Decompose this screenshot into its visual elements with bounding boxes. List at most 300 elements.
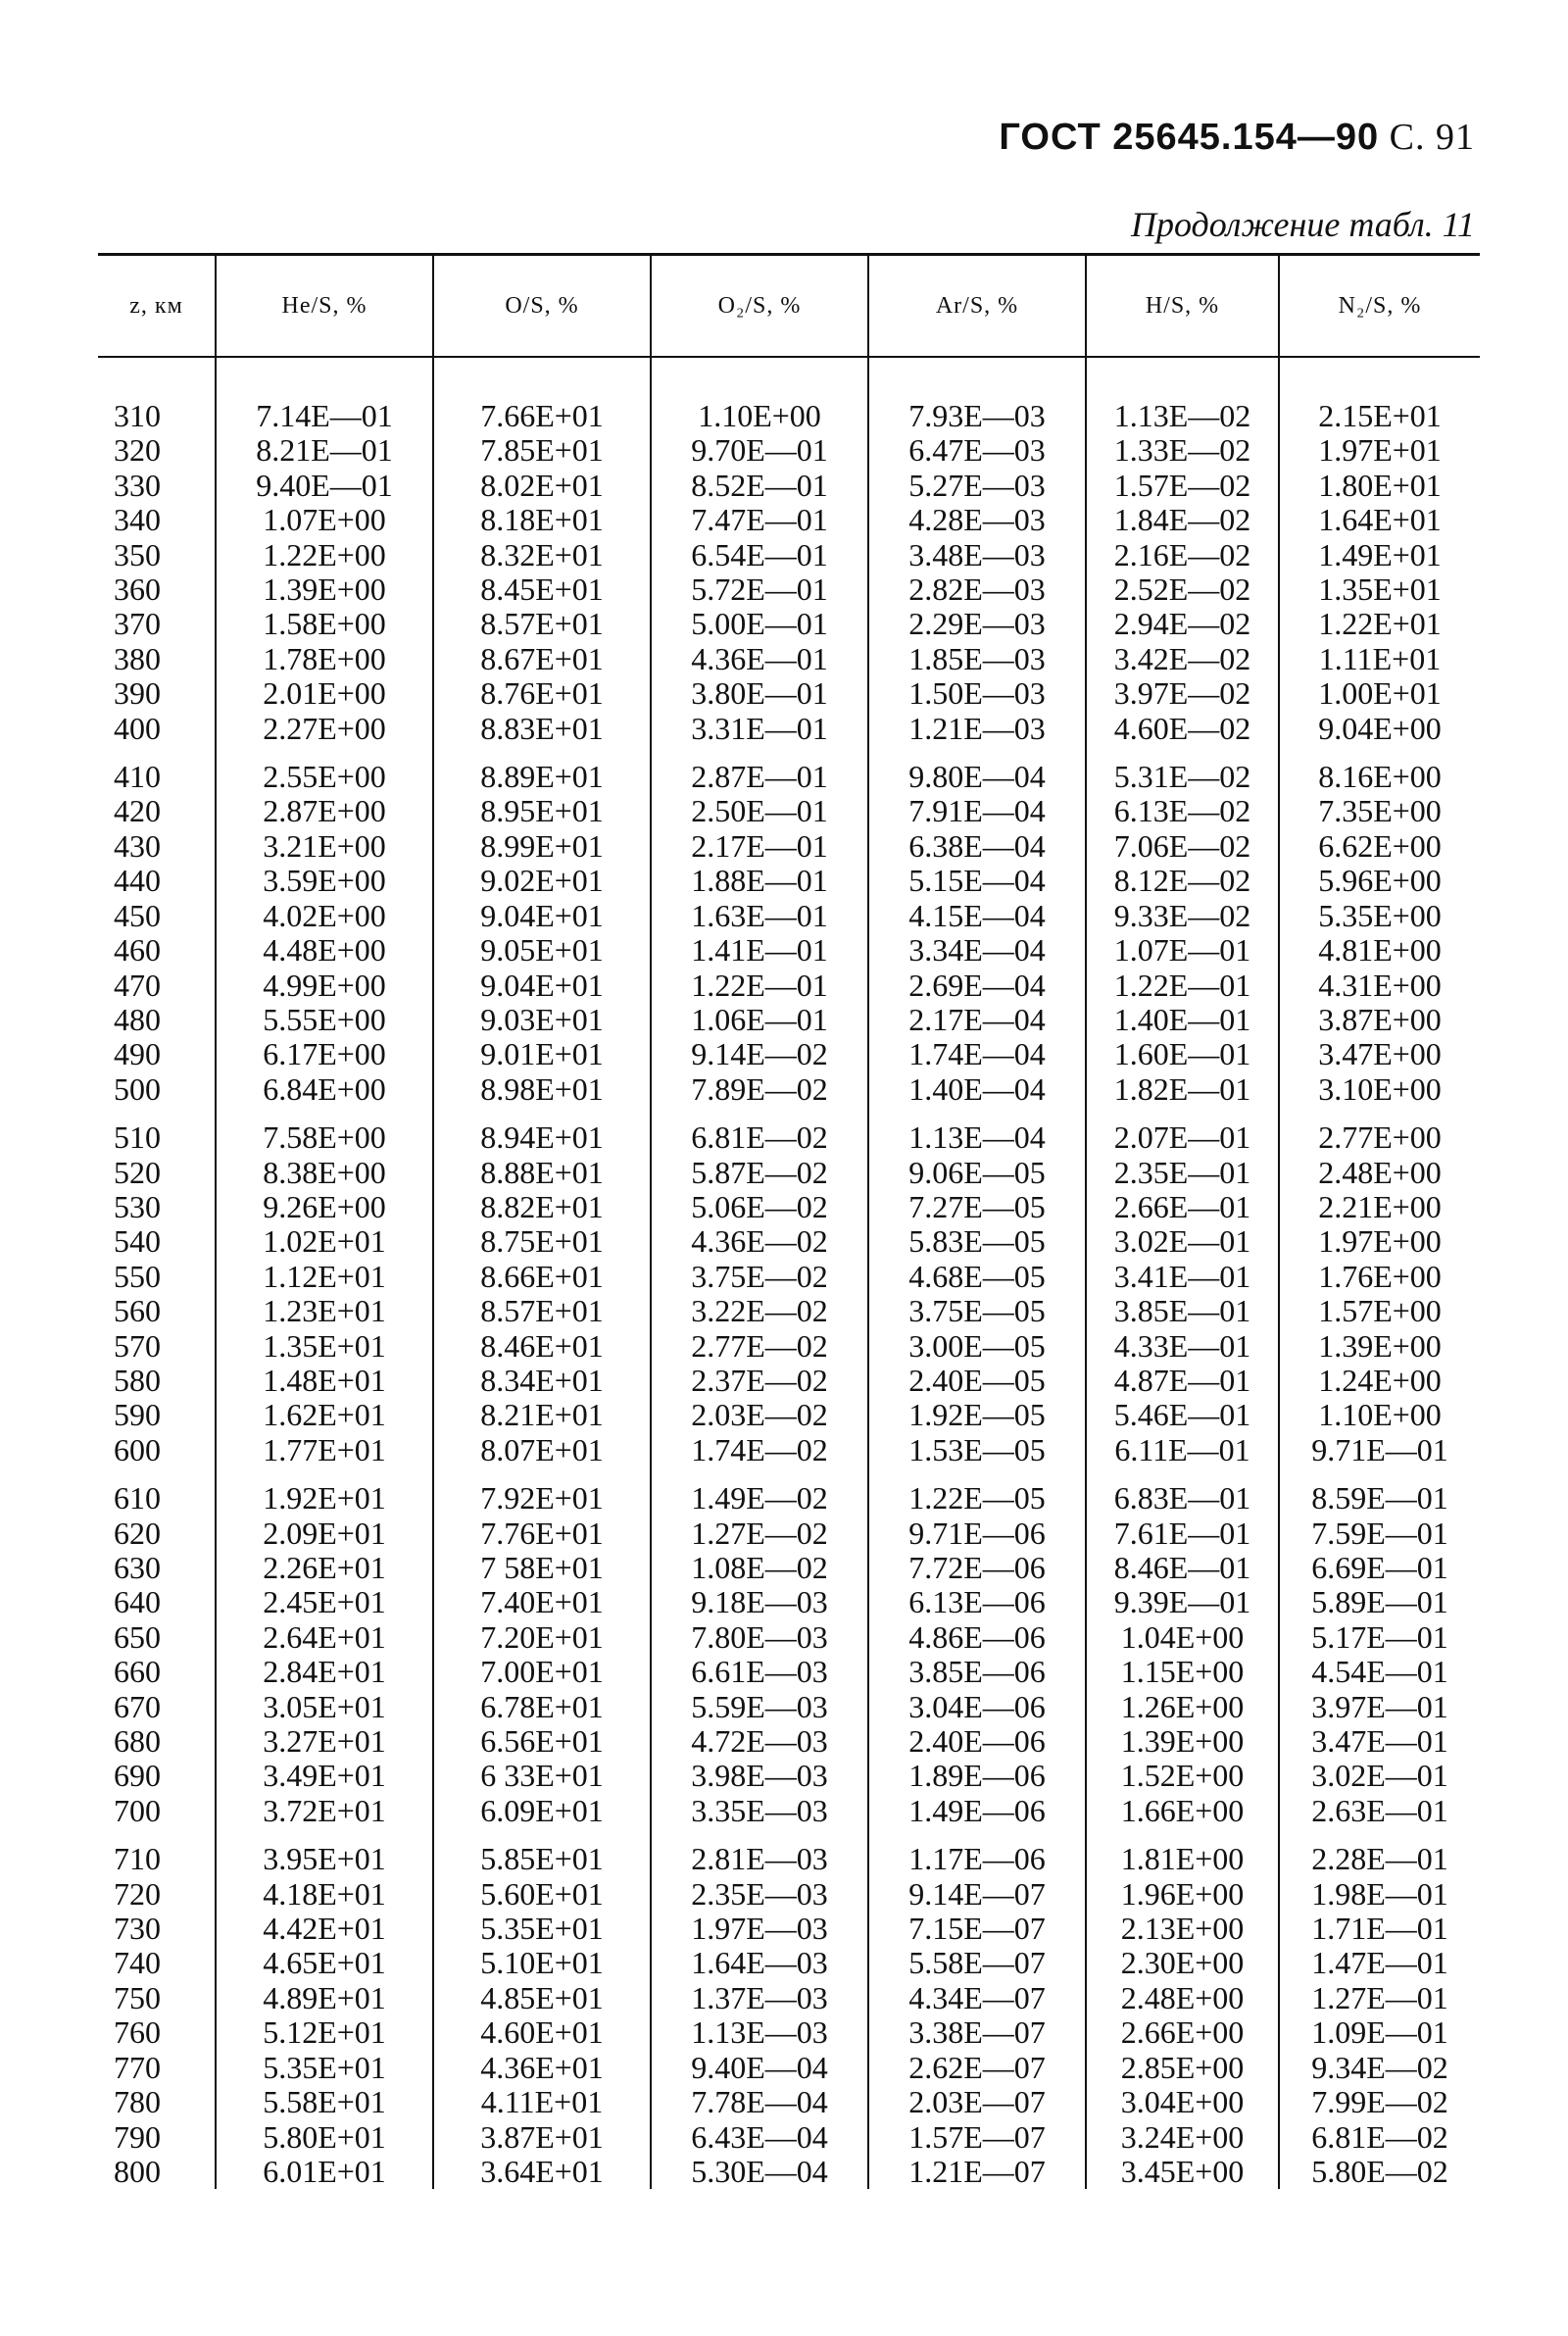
o2-cell: 9.14E—02 xyxy=(651,1037,868,1071)
spacer-cell xyxy=(1279,1107,1480,1120)
o2-cell: 7.89E—02 xyxy=(651,1072,868,1107)
n2-cell: 2.77E+00 xyxy=(1279,1120,1480,1155)
ar-cell: 2.40E—06 xyxy=(868,1724,1086,1759)
ar-cell: 6.13E—06 xyxy=(868,1585,1086,1619)
n2-cell: 9.34E—02 xyxy=(1279,2051,1480,2085)
he-cell: 3.05E+01 xyxy=(216,1690,433,1724)
h-cell: 1.04E+00 xyxy=(1086,1620,1279,1655)
group-separator xyxy=(98,1828,1480,1842)
table-row xyxy=(98,1190,1480,1224)
n2-cell: 1.57E+00 xyxy=(1279,1294,1480,1328)
ar-cell: 6.47E—03 xyxy=(868,433,1086,468)
table-row xyxy=(98,469,1480,503)
he-cell: 7.58E+00 xyxy=(216,1120,433,1155)
n2-cell: 3.02E—01 xyxy=(1279,1759,1480,1793)
table-row xyxy=(98,1585,1480,1619)
h-cell: 3.41E—01 xyxy=(1086,1260,1279,1294)
n2-cell: 5.17E—01 xyxy=(1279,1620,1480,1655)
altitude-cell: 470 xyxy=(114,967,161,1003)
n2-cell: 1.22E+01 xyxy=(1279,607,1480,641)
altitude-cell: 460 xyxy=(114,932,161,969)
table-row xyxy=(98,1224,1480,1259)
table-row xyxy=(98,760,1480,794)
o-cell: 5.85E+01 xyxy=(433,1842,651,1876)
o-cell: 8.34E+01 xyxy=(433,1364,651,1398)
table-row xyxy=(98,642,1480,676)
ar-cell: 9.14E—07 xyxy=(868,1877,1086,1912)
altitude-cell: 370 xyxy=(114,606,161,642)
h-cell: 8.12E—02 xyxy=(1086,864,1279,898)
h-cell: 1.81E+00 xyxy=(1086,1842,1279,1876)
table-row xyxy=(98,433,1480,468)
o-cell: 8.75E+01 xyxy=(433,1224,651,1259)
h-cell: 6.13E—02 xyxy=(1086,794,1279,828)
n2-cell: 1.80E+01 xyxy=(1279,469,1480,503)
he-cell: 4.42E+01 xyxy=(216,1912,433,1946)
altitude-cell: 610 xyxy=(114,1480,161,1516)
ar-cell: 3.75E—05 xyxy=(868,1294,1086,1328)
o2-cell: 2.50E—01 xyxy=(651,794,868,828)
o2-cell: 7.80E—03 xyxy=(651,1620,868,1655)
o-cell: 8.02E+01 xyxy=(433,469,651,503)
n2-cell: 1.00E+01 xyxy=(1279,676,1480,711)
spacer-cell xyxy=(651,1107,868,1120)
table-row xyxy=(98,1260,1480,1294)
o-cell: 8.99E+01 xyxy=(433,829,651,864)
h-cell: 2.94E—02 xyxy=(1086,607,1279,641)
n2-cell: 9.04E+00 xyxy=(1279,712,1480,746)
o-cell: 6.09E+01 xyxy=(433,1794,651,1828)
spacer-cell xyxy=(98,1107,216,1120)
o2-cell: 9.18E—03 xyxy=(651,1585,868,1619)
spacer-cell xyxy=(868,1107,1086,1120)
o2-cell: 5.00E—01 xyxy=(651,607,868,641)
spacer-cell xyxy=(651,357,868,399)
n2-cell: 6.69E—01 xyxy=(1279,1551,1480,1585)
he-cell: 9.26E+00 xyxy=(216,1190,433,1224)
ar-cell: 7.27E—05 xyxy=(868,1190,1086,1224)
o2-cell: 5.87E—02 xyxy=(651,1156,868,1190)
o2-cell: 2.03E—02 xyxy=(651,1398,868,1432)
altitude-cell: 310 xyxy=(114,398,161,433)
altitude-cell: 600 xyxy=(114,1431,161,1467)
h-cell: 5.31E—02 xyxy=(1086,760,1279,794)
spacer-cell xyxy=(433,1467,651,1481)
n2-cell: 9.71E—01 xyxy=(1279,1433,1480,1467)
o2-cell: 5.30E—04 xyxy=(651,2155,868,2189)
altitude-cell: 360 xyxy=(114,572,161,608)
ar-cell: 2.62E—07 xyxy=(868,2051,1086,2085)
altitude-cell: 660 xyxy=(114,1654,161,1690)
n2-cell: 8.59E—01 xyxy=(1279,1481,1480,1516)
spacer-cell xyxy=(216,357,433,399)
ar-cell: 3.00E—05 xyxy=(868,1329,1086,1364)
h-cell: 4.60E—02 xyxy=(1086,712,1279,746)
n2-cell: 3.10E+00 xyxy=(1279,1072,1480,1107)
o-cell: 8.57E+01 xyxy=(433,607,651,641)
o2-cell: 1.63E—01 xyxy=(651,899,868,933)
table-row xyxy=(98,399,1480,433)
n2-cell: 1.76E+00 xyxy=(1279,1260,1480,1294)
spacer-cell xyxy=(868,357,1086,399)
ar-cell: 1.50E—03 xyxy=(868,676,1086,711)
h-cell: 6.11E—01 xyxy=(1086,1433,1279,1467)
ar-cell: 7.15E—07 xyxy=(868,1912,1086,1946)
o-cell: 3.87E+01 xyxy=(433,2120,651,2155)
h-cell: 2.85E+00 xyxy=(1086,2051,1279,2085)
spacer-cell xyxy=(868,1467,1086,1481)
o-cell: 5.10E+01 xyxy=(433,1946,651,1980)
o2-cell: 5.72E—01 xyxy=(651,572,868,607)
h-cell: 1.82E—01 xyxy=(1086,1072,1279,1107)
group-separator xyxy=(98,746,1480,760)
he-cell: 6.17E+00 xyxy=(216,1037,433,1071)
o-cell: 8.83E+01 xyxy=(433,712,651,746)
n2-cell: 1.98E—01 xyxy=(1279,1877,1480,1912)
table-row xyxy=(98,2015,1480,2050)
he-cell: 1.48E+01 xyxy=(216,1364,433,1398)
h-cell: 9.33E—02 xyxy=(1086,899,1279,933)
n2-cell: 1.27E—01 xyxy=(1279,1981,1480,2015)
h-cell: 2.16E—02 xyxy=(1086,538,1279,572)
o2-cell: 1.06E—01 xyxy=(651,1003,868,1037)
header-o2: O₂/S, % xyxy=(651,255,868,358)
o2-cell: 6.54E—01 xyxy=(651,538,868,572)
table-row xyxy=(98,1003,1480,1037)
ar-cell: 2.29E—03 xyxy=(868,607,1086,641)
he-cell: 2.01E+00 xyxy=(216,676,433,711)
table-spacer xyxy=(98,357,1480,399)
n2-cell: 1.47E—01 xyxy=(1279,1946,1480,1980)
n2-cell: 2.48E+00 xyxy=(1279,1156,1480,1190)
spacer-cell xyxy=(868,1828,1086,1842)
table-row xyxy=(98,1842,1480,1876)
n2-cell: 1.11E+01 xyxy=(1279,642,1480,676)
n2-cell: 5.35E+00 xyxy=(1279,899,1480,933)
h-cell: 3.42E—02 xyxy=(1086,642,1279,676)
table-row xyxy=(98,1912,1480,1946)
o2-cell: 4.72E—03 xyxy=(651,1724,868,1759)
ar-cell: 1.92E—05 xyxy=(868,1398,1086,1432)
n2-cell: 1.35E+01 xyxy=(1279,572,1480,607)
he-cell: 4.99E+00 xyxy=(216,969,433,1003)
o2-cell: 1.64E—03 xyxy=(651,1946,868,1980)
h-cell: 1.40E—01 xyxy=(1086,1003,1279,1037)
ar-cell: 7.93E—03 xyxy=(868,399,1086,433)
spacer-cell xyxy=(1279,1828,1480,1842)
ar-cell: 9.80E—04 xyxy=(868,760,1086,794)
h-cell: 3.02E—01 xyxy=(1086,1224,1279,1259)
o-cell: 9.03E+01 xyxy=(433,1003,651,1037)
altitude-cell: 540 xyxy=(114,1223,161,1260)
table-row xyxy=(98,1481,1480,1516)
data-table xyxy=(98,253,1480,2189)
header-n2: N₂/S, % xyxy=(1279,255,1480,358)
altitude-cell: 550 xyxy=(114,1258,161,1294)
o-cell: 8.07E+01 xyxy=(433,1433,651,1467)
he-cell: 1.35E+01 xyxy=(216,1329,433,1364)
o-cell: 6.56E+01 xyxy=(433,1724,651,1759)
ar-cell: 1.22E—05 xyxy=(868,1481,1086,1516)
he-cell: 5.55E+00 xyxy=(216,1003,433,1037)
header-h: H/S, % xyxy=(1086,255,1279,358)
o-cell: 8.88E+01 xyxy=(433,1156,651,1190)
table-row xyxy=(98,1294,1480,1328)
table-row xyxy=(98,1516,1480,1551)
table-row xyxy=(98,1690,1480,1724)
ar-cell: 3.04E—06 xyxy=(868,1690,1086,1724)
o2-cell: 1.08E—02 xyxy=(651,1551,868,1585)
spacer-cell xyxy=(1086,1107,1279,1120)
ar-cell: 7.91E—04 xyxy=(868,794,1086,828)
table-row xyxy=(98,1433,1480,1467)
table-row xyxy=(98,572,1480,607)
ar-cell: 1.21E—07 xyxy=(868,2155,1086,2189)
spacer-cell xyxy=(1279,1467,1480,1481)
h-cell: 2.35E—01 xyxy=(1086,1156,1279,1190)
n2-cell: 4.54E—01 xyxy=(1279,1655,1480,1689)
h-cell: 1.26E+00 xyxy=(1086,1690,1279,1724)
o-cell: 4.36E+01 xyxy=(433,2051,651,2085)
altitude-cell: 570 xyxy=(114,1327,161,1364)
altitude-cell: 520 xyxy=(114,1154,161,1190)
altitude-cell: 530 xyxy=(114,1188,161,1224)
n2-cell: 1.97E+00 xyxy=(1279,1224,1480,1259)
he-cell: 2.55E+00 xyxy=(216,760,433,794)
he-cell: 3.49E+01 xyxy=(216,1759,433,1793)
altitude-cell: 500 xyxy=(114,1070,161,1107)
o2-cell: 1.22E—01 xyxy=(651,969,868,1003)
o2-cell: 6.61E—03 xyxy=(651,1655,868,1689)
n2-cell: 1.64E+01 xyxy=(1279,503,1480,537)
h-cell: 1.60E—01 xyxy=(1086,1037,1279,1071)
ar-cell: 2.82E—03 xyxy=(868,572,1086,607)
altitude-cell: 480 xyxy=(114,1001,161,1037)
table-row xyxy=(98,1329,1480,1364)
o-cell: 9.04E+01 xyxy=(433,899,651,933)
o-cell: 8.32E+01 xyxy=(433,538,651,572)
ar-cell: 4.34E—07 xyxy=(868,1981,1086,2015)
he-cell: 2.87E+00 xyxy=(216,794,433,828)
ar-cell: 4.86E—06 xyxy=(868,1620,1086,1655)
n2-cell: 7.35E+00 xyxy=(1279,794,1480,828)
n2-cell: 1.39E+00 xyxy=(1279,1329,1480,1364)
he-cell: 1.77E+01 xyxy=(216,1433,433,1467)
altitude-cell: 400 xyxy=(114,710,161,746)
o2-cell: 7.47E—01 xyxy=(651,503,868,537)
o2-cell: 2.35E—03 xyxy=(651,1877,868,1912)
spacer-cell xyxy=(651,1467,868,1481)
o-cell: 8.76E+01 xyxy=(433,676,651,711)
n2-cell: 2.15E+01 xyxy=(1279,399,1480,433)
o-cell: 5.60E+01 xyxy=(433,1877,651,1912)
o-cell: 8.18E+01 xyxy=(433,503,651,537)
altitude-cell: 440 xyxy=(114,863,161,899)
altitude-cell: 380 xyxy=(114,640,161,676)
n2-cell: 4.81E+00 xyxy=(1279,933,1480,968)
he-cell: 4.02E+00 xyxy=(216,899,433,933)
table-row xyxy=(98,1551,1480,1585)
table-row xyxy=(98,676,1480,711)
altitude-cell: 630 xyxy=(114,1550,161,1585)
o-cell: 7.40E+01 xyxy=(433,1585,651,1619)
n2-cell: 1.97E+01 xyxy=(1279,433,1480,468)
h-cell: 3.85E—01 xyxy=(1086,1294,1279,1328)
spacer-cell xyxy=(216,1107,433,1120)
he-cell: 3.59E+00 xyxy=(216,864,433,898)
ar-cell: 1.89E—06 xyxy=(868,1759,1086,1793)
o-cell: 6 33E+01 xyxy=(433,1759,651,1793)
gost-number: ГОСТ 25645.154—90 xyxy=(999,117,1380,158)
spacer-cell xyxy=(216,1828,433,1842)
he-cell: 1.07E+00 xyxy=(216,503,433,537)
he-cell: 5.80E+01 xyxy=(216,2120,433,2155)
altitude-cell: 430 xyxy=(114,827,161,864)
o-cell: 8.95E+01 xyxy=(433,794,651,828)
o2-cell: 1.41E—01 xyxy=(651,933,868,968)
table-row xyxy=(98,2120,1480,2155)
h-cell: 3.04E+00 xyxy=(1086,2085,1279,2119)
ar-cell: 9.71E—06 xyxy=(868,1516,1086,1551)
altitude-cell: 350 xyxy=(114,536,161,572)
ar-cell: 5.58E—07 xyxy=(868,1946,1086,1980)
table-row xyxy=(98,1156,1480,1190)
he-cell: 4.89E+01 xyxy=(216,1981,433,2015)
table-row xyxy=(98,1398,1480,1432)
h-cell: 1.84E—02 xyxy=(1086,503,1279,537)
o2-cell: 3.35E—03 xyxy=(651,1794,868,1828)
o-cell: 7 58E+01 xyxy=(433,1551,651,1585)
spacer-cell xyxy=(98,746,216,760)
h-cell: 1.96E+00 xyxy=(1086,1877,1279,1912)
spacer-cell xyxy=(98,357,216,399)
o2-cell: 4.36E—01 xyxy=(651,642,868,676)
h-cell: 8.46E—01 xyxy=(1086,1551,1279,1585)
he-cell: 6.01E+01 xyxy=(216,2155,433,2189)
he-cell: 1.12E+01 xyxy=(216,1260,433,1294)
altitude-cell: 390 xyxy=(114,675,161,712)
o-cell: 6.78E+01 xyxy=(433,1690,651,1724)
he-cell: 2.26E+01 xyxy=(216,1551,433,1585)
o-cell: 8.94E+01 xyxy=(433,1120,651,1155)
altitude-cell: 340 xyxy=(114,502,161,538)
spacer-cell xyxy=(433,1828,651,1842)
he-cell: 1.39E+00 xyxy=(216,572,433,607)
he-cell: 7.14E—01 xyxy=(216,399,433,433)
h-cell: 2.07E—01 xyxy=(1086,1120,1279,1155)
altitude-cell: 770 xyxy=(114,2049,161,2085)
o2-cell: 9.70E—01 xyxy=(651,433,868,468)
n2-cell: 4.31E+00 xyxy=(1279,969,1480,1003)
o-cell: 8.67E+01 xyxy=(433,642,651,676)
h-cell: 5.46E—01 xyxy=(1086,1398,1279,1432)
table-row xyxy=(98,607,1480,641)
o2-cell: 1.27E—02 xyxy=(651,1516,868,1551)
o2-cell: 2.81E—03 xyxy=(651,1842,868,1876)
h-cell: 9.39E—01 xyxy=(1086,1585,1279,1619)
o2-cell: 1.10E+00 xyxy=(651,399,868,433)
n2-cell: 3.47E—01 xyxy=(1279,1724,1480,1759)
he-cell: 1.92E+01 xyxy=(216,1481,433,1516)
o2-cell: 8.52E—01 xyxy=(651,469,868,503)
n2-cell: 2.63E—01 xyxy=(1279,1794,1480,1828)
table-row xyxy=(98,1759,1480,1793)
altitude-cell: 650 xyxy=(114,1618,161,1655)
ar-cell: 1.53E—05 xyxy=(868,1433,1086,1467)
n2-cell: 1.71E—01 xyxy=(1279,1912,1480,1946)
spacer-cell xyxy=(433,1107,651,1120)
ar-cell: 1.49E—06 xyxy=(868,1794,1086,1828)
he-cell: 2.27E+00 xyxy=(216,712,433,746)
o2-cell: 3.75E—02 xyxy=(651,1260,868,1294)
table-row xyxy=(98,2085,1480,2119)
ar-cell: 4.28E—03 xyxy=(868,503,1086,537)
altitude-cell: 780 xyxy=(114,2084,161,2120)
he-cell: 9.40E—01 xyxy=(216,469,433,503)
altitude-cell: 560 xyxy=(114,1293,161,1329)
o-cell: 4.11E+01 xyxy=(433,2085,651,2119)
o-cell: 9.05E+01 xyxy=(433,933,651,968)
ar-cell: 3.38E—07 xyxy=(868,2015,1086,2050)
o-cell: 8.82E+01 xyxy=(433,1190,651,1224)
ar-cell: 2.03E—07 xyxy=(868,2085,1086,2119)
he-cell: 1.02E+01 xyxy=(216,1224,433,1259)
spacer-cell xyxy=(1086,746,1279,760)
o2-cell: 7.78E—04 xyxy=(651,2085,868,2119)
h-cell: 1.13E—02 xyxy=(1086,399,1279,433)
altitude-cell: 620 xyxy=(114,1515,161,1551)
he-cell: 4.18E+01 xyxy=(216,1877,433,1912)
ar-cell: 4.68E—05 xyxy=(868,1260,1086,1294)
he-cell: 1.23E+01 xyxy=(216,1294,433,1328)
o-cell: 7.85E+01 xyxy=(433,433,651,468)
h-cell: 2.52E—02 xyxy=(1086,572,1279,607)
ar-cell: 1.40E—04 xyxy=(868,1072,1086,1107)
ar-cell: 1.21E—03 xyxy=(868,712,1086,746)
spacer-cell xyxy=(651,746,868,760)
spacer-cell xyxy=(1086,1828,1279,1842)
he-cell: 8.38E+00 xyxy=(216,1156,433,1190)
ar-cell: 5.27E—03 xyxy=(868,469,1086,503)
he-cell: 2.84E+01 xyxy=(216,1655,433,1689)
h-cell: 1.52E+00 xyxy=(1086,1759,1279,1793)
o2-cell: 2.37E—02 xyxy=(651,1364,868,1398)
table-row xyxy=(98,1724,1480,1759)
ar-cell: 2.69E—04 xyxy=(868,969,1086,1003)
o2-cell: 4.36E—02 xyxy=(651,1224,868,1259)
n2-cell: 5.96E+00 xyxy=(1279,864,1480,898)
n2-cell: 1.24E+00 xyxy=(1279,1364,1480,1398)
o-cell: 8.45E+01 xyxy=(433,572,651,607)
header-he: He/S, % xyxy=(216,255,433,358)
ar-cell: 7.72E—06 xyxy=(868,1551,1086,1585)
ar-cell: 5.15E—04 xyxy=(868,864,1086,898)
table-row xyxy=(98,1946,1480,1980)
altitude-cell: 320 xyxy=(114,432,161,469)
n2-cell: 1.10E+00 xyxy=(1279,1398,1480,1432)
o-cell: 7.66E+01 xyxy=(433,399,651,433)
header-altitude: z, км xyxy=(98,255,216,358)
o2-cell: 6.43E—04 xyxy=(651,2120,868,2155)
table-row xyxy=(98,933,1480,968)
table-row xyxy=(98,1120,1480,1155)
o-cell: 4.60E+01 xyxy=(433,2015,651,2050)
o2-cell: 1.13E—03 xyxy=(651,2015,868,2050)
spacer-cell xyxy=(433,357,651,399)
table-header xyxy=(98,255,1480,358)
table-row xyxy=(98,503,1480,537)
spacer-cell xyxy=(1086,357,1279,399)
